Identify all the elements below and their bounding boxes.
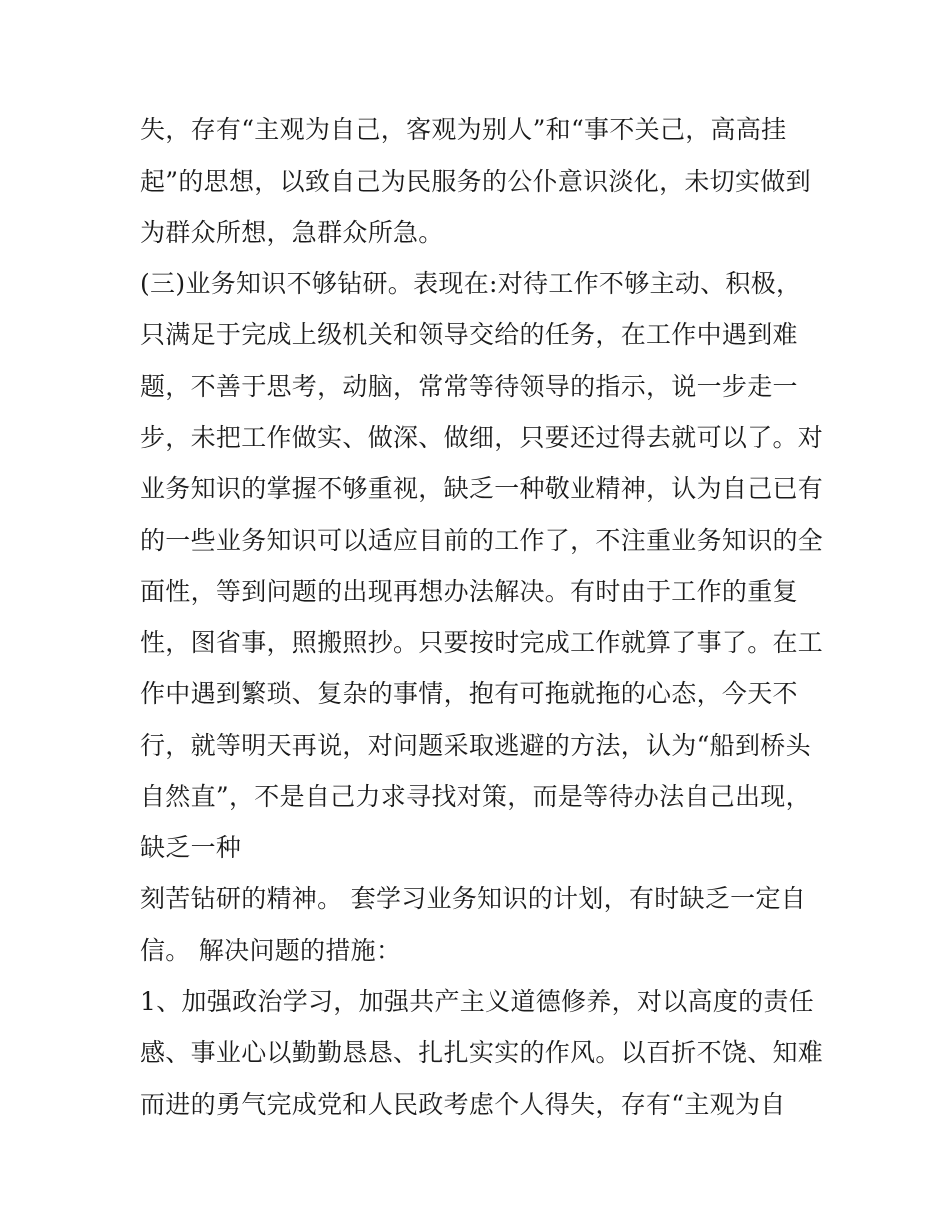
text-line: 面性，等到问题的出现再想办法解决。有时由于工作的重复 bbox=[140, 577, 798, 606]
text-line: 缺乏一种 bbox=[140, 833, 242, 862]
text-line: 步，未把工作做实、做深、做细，只要还过得去就可以了。对 bbox=[140, 423, 824, 452]
section-heading: (三)业务知识不够钻研。表现在:对待工作不够主动、积极， bbox=[140, 269, 802, 298]
text-line: 起”的思想，以致自己为民服务的公仆意识淡化，未切实做到 bbox=[140, 167, 811, 196]
list-item-heading: 1、加强政治学习，加强共产主义道德修养，对以高度的责任 bbox=[140, 987, 815, 1016]
text-line: 只满足于完成上级机关和领导交给的任务，在工作中遇到难 bbox=[140, 320, 798, 349]
text-line: 作中遇到繁琐、复杂的事情，抱有可拖就拖的心态，今天不 bbox=[140, 679, 798, 708]
text-line: 为群众所想，急群众所急。 bbox=[140, 218, 444, 247]
text-line: 性，图省事，照搬照抄。只要按时完成工作就算了事了。在工 bbox=[140, 628, 824, 657]
text-line: 行，就等明天再说，对问题采取逃避的方法，认为“船到桥头 bbox=[140, 731, 811, 760]
text-line: 失，存有“主观为自己，客观为别人”和“事不关己，高高挂 bbox=[140, 115, 787, 144]
text-line: 的一些业务知识可以适应目前的工作了，不注重业务知识的全 bbox=[140, 526, 824, 555]
text-line: 而进的勇气完成党和人民政考虑个人得失，存有“主观为自 bbox=[140, 1090, 786, 1119]
text-line: 刻苦钻研的精神。 套学习业务知识的计划，有时缺乏一定自 bbox=[140, 884, 807, 913]
text-line: 信。 解决问题的措施： bbox=[140, 936, 402, 965]
text-line: 题，不善于思考，动脑，常常等待领导的指示，说一步走一 bbox=[140, 372, 798, 401]
text-line: 业务知识的掌握不够重视，缺乏一种敬业精神，认为自己已有 bbox=[140, 474, 824, 503]
text-line: 自然直”，不是自己力求寻找对策，而是等待办法自己出现， bbox=[140, 782, 811, 811]
text-line: 感、事业心以勤勤恳恳、扎扎实实的作风。以百折不饶、知难 bbox=[140, 1038, 824, 1067]
